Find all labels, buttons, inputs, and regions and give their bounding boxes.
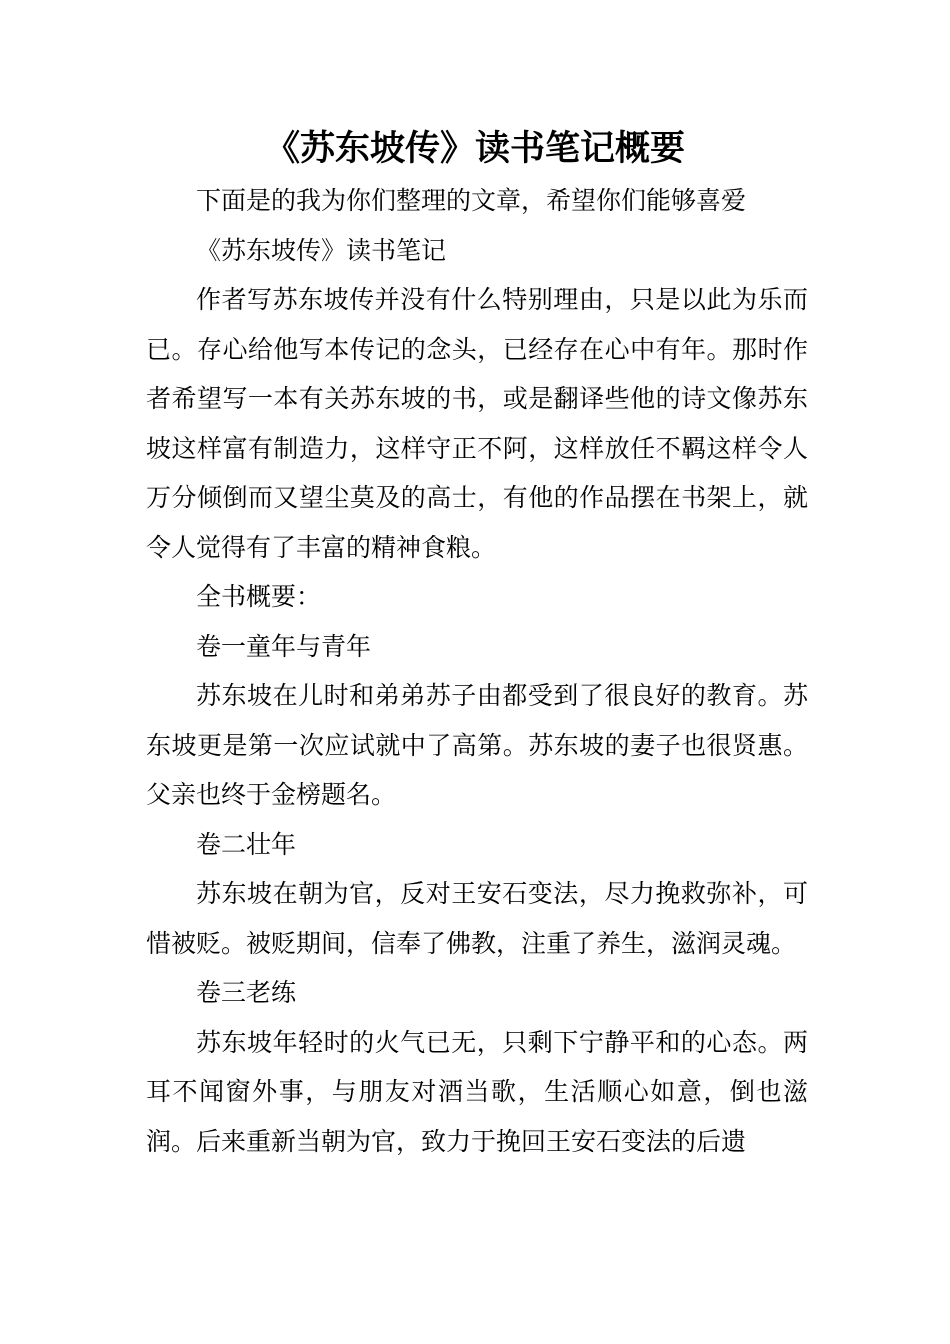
body-paragraph: 作者写苏东坡传并没有什么特别理由，只是以此为乐而已。存心给他写本传记的念头，已经存在心中有年。那时作者希望写一本有关苏东坡的书，或是翻译些他的诗文像苏东坡这样富有制造力，这样守正不阿，这样放任不羁这样令人万分倾倒而又望尘莫及的高士，有他的作品摆在书架上，就令人觉得有了丰富的精神食粮。: [146, 285, 808, 562]
document-body: [146, 176, 808, 1166]
body-paragraph: 苏东坡年轻时的火气已无，只剩下宁静平和的心态。两耳不闻窗外事，与朋友对酒当歌，生活顺心如意，倒也滋润。后来重新当朝为官，致力于挽回王安石变法的后遗: [146, 1027, 808, 1156]
subtitle-paragraph: 《苏东坡传》读书笔记: [196, 235, 447, 265]
section-heading-volume-1: 卷一童年与青年: [196, 631, 372, 661]
section-heading-summary: 全书概要：: [196, 582, 322, 611]
intro-paragraph: 下面是的我为你们整理的文章，希望你们能够喜爱: [196, 186, 747, 215]
body-paragraph: 苏东坡在朝为官，反对王安石变法，尽力挽救弥补，可惜被贬。被贬期间，信奉了佛教，注重了养生，滋润灵魂。: [146, 879, 808, 958]
body-paragraph: 苏东坡在儿时和弟弟苏子由都受到了很良好的教育。苏东坡更是第一次应试就中了高第。苏东坡的妻子也很贤惠。父亲也终于金榜题名。: [146, 681, 808, 809]
section-heading-volume-3: 卷三老练: [196, 978, 297, 1007]
document-title: 《苏东坡传》读书笔记概要: [264, 129, 685, 169]
section-heading-volume-2: 卷二壮年: [196, 829, 297, 859]
